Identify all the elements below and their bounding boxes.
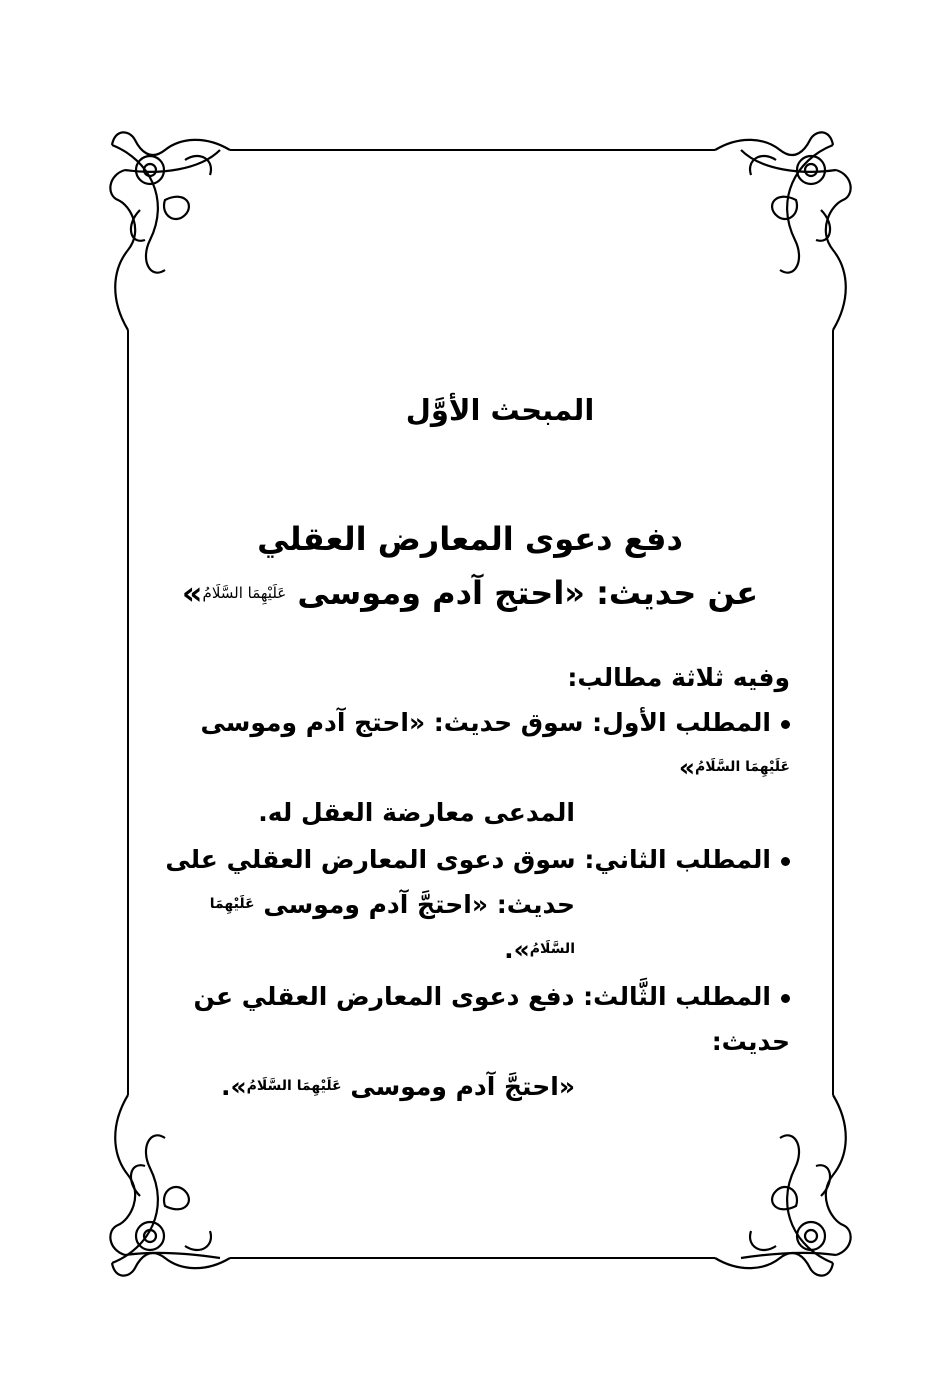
item-text: سوق حديث: «احتج آدم وموسى [200, 708, 584, 737]
subsection-list [150, 700, 790, 1109]
item-continuation: المدعى معارضة العقل له. [258, 798, 575, 827]
item-text: دفع دعوى المعارض العقلي عن حديث: [193, 982, 790, 1056]
corner-ornament-top-left [110, 132, 230, 330]
item-label: المطلب الأول: [592, 708, 771, 737]
bullet-icon [781, 994, 790, 1003]
chapter-title-line-2 [150, 566, 790, 620]
honorific-glyph: عَلَيْهِمَا السَّلَامُ [202, 584, 287, 602]
chapter-title-quote-close: » [181, 574, 203, 612]
item-continuation-text: «احتجَّ آدم وموسى [350, 1072, 575, 1101]
bullet-icon [781, 857, 790, 866]
chapter-title-prefix: عن حديث: [596, 574, 759, 612]
item-label: المطلب الثاني: [584, 845, 771, 874]
item-continuation [150, 1064, 790, 1109]
list-item [150, 700, 790, 835]
item-label: المطلب الثَّالث: [583, 982, 771, 1011]
bullet-icon [781, 720, 790, 729]
item-continuation [150, 882, 790, 972]
item-text-close: » [678, 753, 696, 782]
corner-ornament-top-right [715, 132, 851, 330]
item-continuation-close: ». [504, 935, 530, 964]
chapter-title [150, 512, 790, 620]
intro-text: وفيه ثلاثة مطالب: [567, 663, 790, 692]
item-text: سوق دعوى المعارض العقلي على [165, 845, 576, 874]
honorific-glyph: عَلَيْهِمَا السَّلَامُ [695, 759, 790, 775]
honorific-glyph: عَلَيْهِمَا السَّلَامُ [246, 1078, 342, 1094]
item-continuation-close: ». [221, 1072, 247, 1101]
chapter-title-line-1: دفع دعوى المعارض العقلي [257, 520, 683, 558]
item-continuation-text: حديث: «احتجَّ آدم وموسى [263, 890, 575, 919]
corner-ornament-bottom-left [110, 1095, 230, 1276]
list-item [150, 837, 790, 972]
corner-ornament-bottom-right [715, 1095, 851, 1276]
page-body [150, 380, 790, 1111]
chapter-title-quote: «احتج آدم وموسى [297, 574, 585, 612]
honorific-glyph: عَلَيْهِمَا السَّلَامُ [209, 896, 575, 957]
list-item [150, 974, 790, 1109]
section-heading: المبحث الأوَّل [405, 393, 595, 427]
